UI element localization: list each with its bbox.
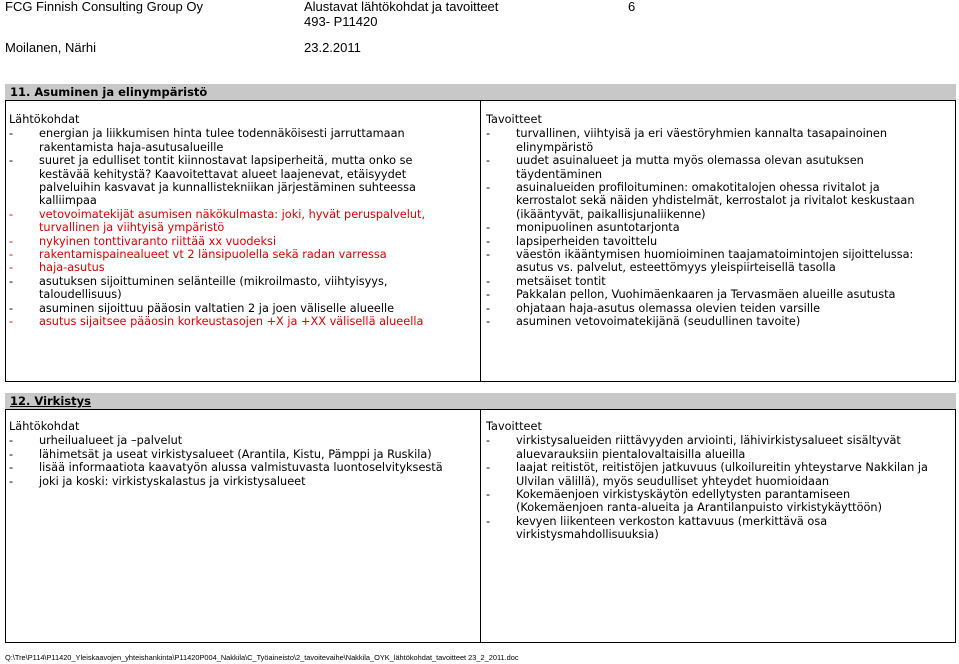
- section-title-virkistys: [5, 393, 956, 409]
- list-item-text: joki ja koski: virkistyskalastus ja virkistysalueet: [39, 474, 306, 488]
- company-name: FCG Finnish Consulting Group Oy: [5, 0, 203, 14]
- list-item-text: asutus sijaitsee pääosin korkeustasojen +X ja +XX välisellä alueella: [39, 315, 424, 329]
- list-item-text: laajat reitistöt, reitistöjen jatkuvuus (ulkoilureitin yhteystarve Nakkilan ja Ulvilan välillä), myös seudulliset yhteydet huomioidaan: [516, 461, 928, 488]
- list-item: [486, 461, 941, 488]
- list-bullet: -: [486, 127, 491, 141]
- list-bullet: -: [486, 181, 491, 195]
- list-bullet: -: [9, 154, 14, 168]
- list-item-text: suuret ja edulliset tontit kiinnostavat lapsiperheitä, mutta onko se kestävää kehitystä? Kaavoitettavat alueet laajenevat, etäisyydet palveluihin kasvavat ja kunnallistekniikan järjestäminen suhteessa kalliimpaa: [39, 154, 416, 208]
- list-item: [486, 235, 941, 248]
- list-bullet: -: [9, 207, 14, 221]
- list-item-text: turvallinen, viihtyisä ja eri väestöryhmien kannalta tasapainoinen elinympäristö: [516, 127, 888, 154]
- list-bullet: -: [9, 127, 14, 141]
- list-item-text: energian ja liikkumisen hinta tulee todennäköisesti jarruttamaan rakentamista haja-asutusalueille: [39, 127, 405, 154]
- list-bullet: -: [9, 447, 14, 461]
- list-item: [486, 515, 941, 542]
- list-item: [486, 434, 941, 461]
- list-item-text: Pakkalan pellon, Vuohimäenkaaren ja Tervasmäen alueille asutusta: [516, 288, 896, 302]
- document-date: 23.2.2011: [304, 40, 361, 55]
- list-item-text: kevyen liikenteen verkoston kattavuus (merkittävä osa virkistysmahdollisuuksia): [516, 514, 828, 542]
- list-item: [9, 315, 461, 328]
- project-number: 493- P11420: [304, 14, 378, 29]
- list-bullet: -: [9, 274, 14, 288]
- list-item-text: metsäiset tontit: [516, 274, 606, 288]
- authors: Moilanen, Närhi: [5, 40, 97, 55]
- list-bullet: -: [486, 154, 491, 168]
- column-divider: [480, 409, 481, 643]
- list-bullet: -: [486, 461, 491, 475]
- lahtokohdat-list: [9, 127, 461, 328]
- list-item: [486, 288, 941, 301]
- lahtokohdat-column-asuminen: [9, 113, 461, 329]
- list-item: [486, 181, 941, 221]
- list-item-text: lisää informaatiota kaavatyön alussa valmistuvasta luontoselvityksestä: [39, 461, 443, 475]
- list-bullet: -: [9, 434, 14, 448]
- section-title-asuminen: 11. Asuminen ja elinympäristö: [5, 84, 956, 100]
- list-bullet: -: [486, 434, 491, 448]
- list-item: [486, 221, 941, 234]
- list-item-text: Kokemäenjoen virkistyskäytön edellytysten parantamiseen (Kokemäenjoen ranta-alueita ja Arantilanpuisto virkistykäyttöön): [516, 488, 882, 515]
- list-bullet: -: [486, 274, 491, 288]
- list-bullet: -: [486, 221, 491, 235]
- list-bullet: -: [9, 301, 14, 315]
- list-item: [9, 302, 461, 315]
- tavoitteet-list: [486, 127, 941, 328]
- list-item: [9, 475, 461, 488]
- list-item-text: haja-asutus: [39, 261, 105, 275]
- list-item-text: lähimetsät ja useat virkistysalueet (Arantila, Kistu, Pämppi ja Ruskila): [39, 447, 432, 461]
- list-item-text: rakentamispainealueet vt 2 länsipuolella sekä radan varressa: [39, 248, 387, 262]
- list-item: [486, 154, 941, 181]
- file-path-footer: Q:\Tre\P114\P11420_Yleiskaavojen_yhteishankinta\P11420P004_Nakkila\C_Työaineisto\2_tavoitevaihe\Nakkila_OYK_lähtökohdat_tavoitteet 23_2_2011.doc: [5, 653, 519, 662]
- document-title: Alustavat lähtökohdat ja tavoitteet: [304, 0, 499, 14]
- tavoitteet-column-virkistys: [486, 420, 941, 542]
- list-item: [9, 235, 461, 248]
- list-bullet: -: [9, 461, 14, 475]
- lahtokohdat-list: [9, 434, 461, 488]
- list-item: [9, 127, 461, 154]
- list-item: [486, 275, 941, 288]
- list-item: [9, 434, 461, 447]
- list-item-text: asuinalueiden profiloituminen: omakotitalojen ohessa rivitalot ja kerrostalot sekä näiden yhdistelmät, kerrostalot ja rivitalot keskustaan (ikääntyvät, paikallisjunaliikenne): [516, 181, 915, 221]
- list-item-text: urheilualueet ja –palvelut: [39, 434, 183, 448]
- list-item-text: lapsiperheiden tavoittelu: [516, 234, 658, 248]
- list-item: [9, 275, 461, 302]
- list-bullet: -: [486, 288, 491, 302]
- list-bullet: -: [9, 474, 14, 488]
- lahtokohdat-column-virkistys: [9, 420, 461, 488]
- list-bullet: -: [486, 315, 491, 329]
- list-bullet: -: [486, 234, 491, 248]
- list-item: [486, 127, 941, 154]
- list-item-text: monipuolinen asuntotarjonta: [516, 221, 680, 235]
- list-bullet: -: [486, 488, 491, 502]
- list-item: [486, 315, 941, 328]
- column-divider: [480, 100, 481, 382]
- list-item-text: virkistysalueiden riittävyyden arviointi, lähivirkistysalueet sisältyvät aluevarauksiin pientalovaltaisilla alueilla: [516, 434, 901, 461]
- section-title-text: 12. Virkistys: [10, 394, 91, 408]
- list-item-text: vetovoimatekijät asumisen näkökulmasta: joki, hyvät peruspalvelut, turvallinen ja viihtyisä ympäristö: [39, 207, 426, 235]
- column-heading: Tavoitteet: [486, 420, 542, 433]
- list-item: [486, 248, 941, 275]
- list-bullet: -: [9, 261, 14, 275]
- list-item-text: asuminen sijoittuu pääosin valtatien 2 ja joen väliselle alueelle: [39, 301, 395, 315]
- list-item-text: asuminen vetovoimatekijänä (seudullinen tavoite): [516, 315, 801, 329]
- page-number: 6: [628, 0, 636, 14]
- list-item-text: nykyinen tonttivaranto riittää xx vuodeksi: [39, 234, 277, 248]
- list-item: [9, 208, 461, 235]
- tavoitteet-column-asuminen: [486, 113, 941, 329]
- list-item-text: uudet asuinalueet ja mutta myös olemassa olevan asutuksen täydentäminen: [516, 154, 864, 181]
- list-item: [9, 248, 461, 261]
- list-bullet: -: [486, 514, 491, 528]
- list-item: [9, 461, 461, 474]
- list-item-text: väestön ikääntymisen huomioiminen taajamatoimintojen sijoittelussa: asutus vs. palvelut, esteettömyys yleispiirteisellä tasolla: [516, 248, 914, 275]
- list-item-text: asutuksen sijoittuminen selänteille (mikroilmasto, viihtyisyys, taloudellisuus): [39, 274, 388, 302]
- column-heading: Tavoitteet: [486, 113, 542, 126]
- list-item: [9, 154, 461, 208]
- list-item-text: ohjataan haja-asutus olemassa olevien teiden varsille: [516, 301, 821, 315]
- list-item: [9, 261, 461, 274]
- list-bullet: -: [486, 301, 491, 315]
- list-bullet: -: [486, 248, 491, 262]
- list-item: [9, 448, 461, 461]
- column-heading: Lähtökohdat: [9, 420, 80, 433]
- list-bullet: -: [9, 234, 14, 248]
- list-bullet: -: [9, 315, 14, 329]
- list-item: [486, 302, 941, 315]
- list-bullet: -: [9, 248, 14, 262]
- list-item: [486, 488, 941, 515]
- tavoitteet-list: [486, 434, 941, 541]
- column-heading: Lähtökohdat: [9, 113, 80, 126]
